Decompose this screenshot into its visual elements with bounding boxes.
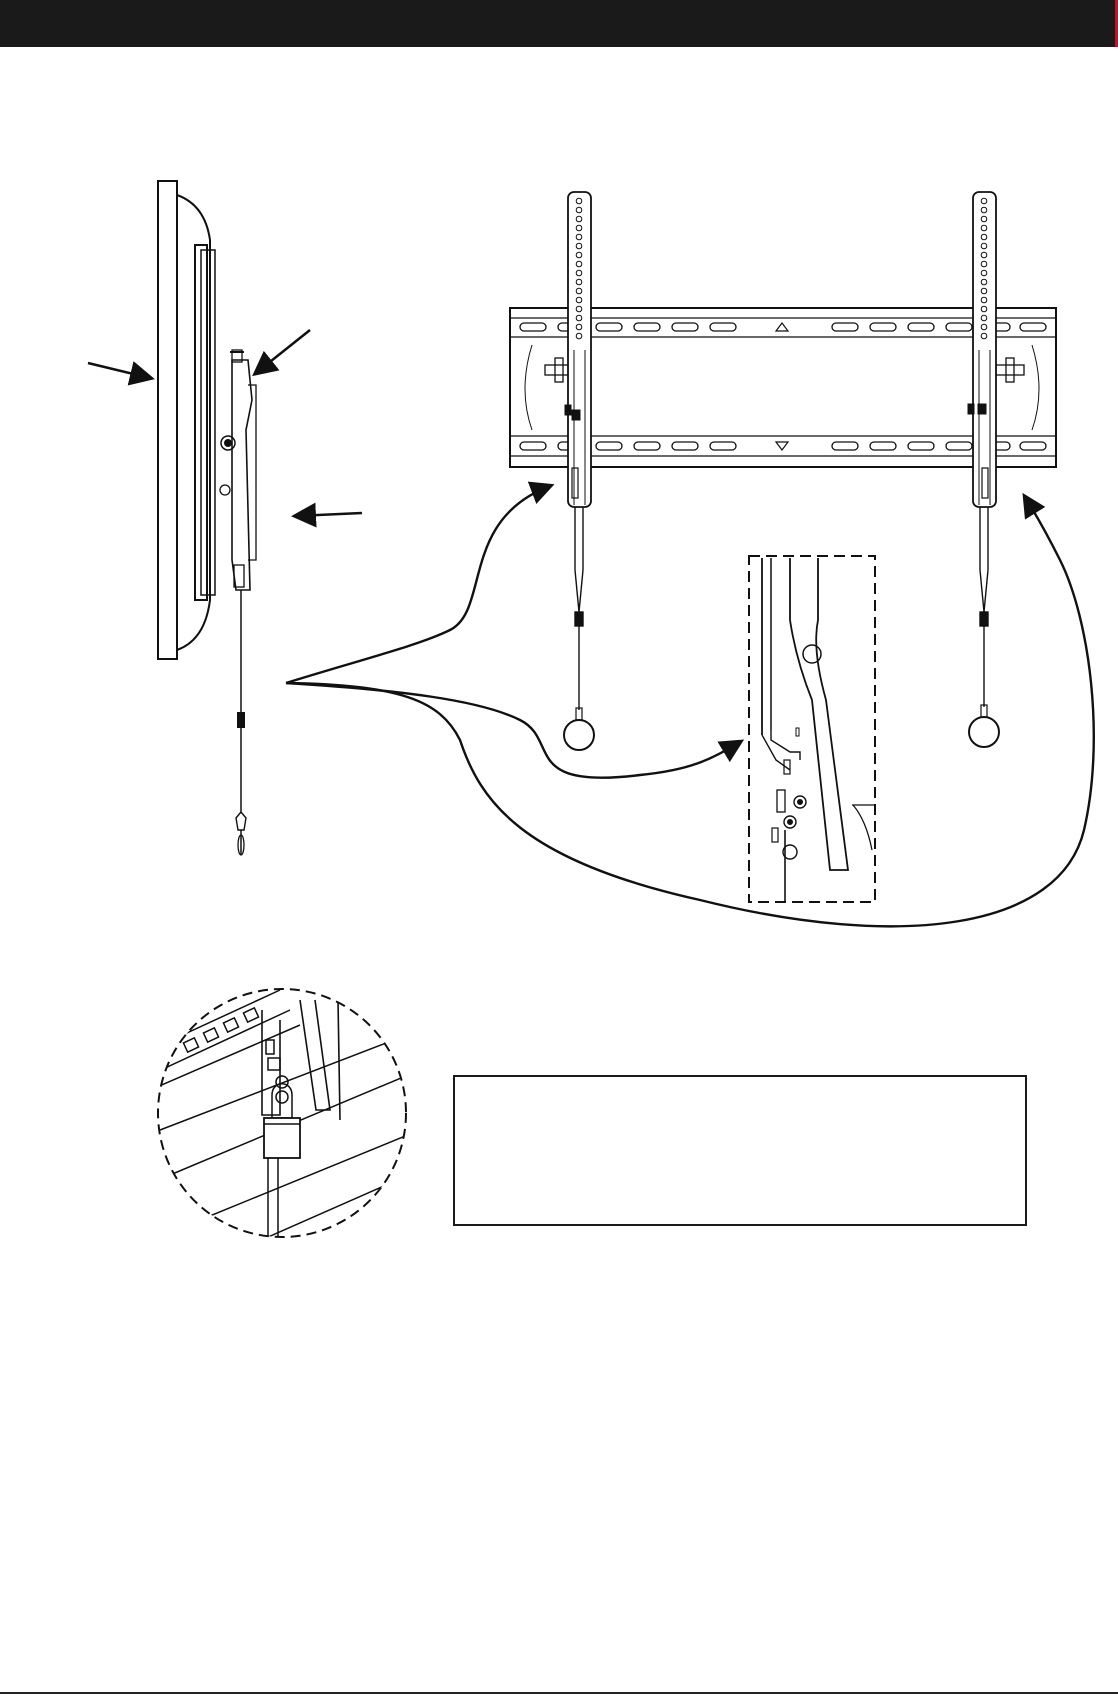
footer-rule bbox=[0, 1692, 1118, 1694]
wall-plate-with-brackets-icon bbox=[510, 192, 1056, 507]
note-box bbox=[453, 1075, 1027, 1226]
padlock-detail-icon bbox=[150, 989, 420, 1245]
bracket-latch-detail-icon bbox=[749, 556, 875, 902]
tv-side-profile-icon bbox=[158, 181, 256, 855]
pointer-arrows bbox=[88, 330, 362, 516]
callout-curves bbox=[286, 486, 1094, 926]
